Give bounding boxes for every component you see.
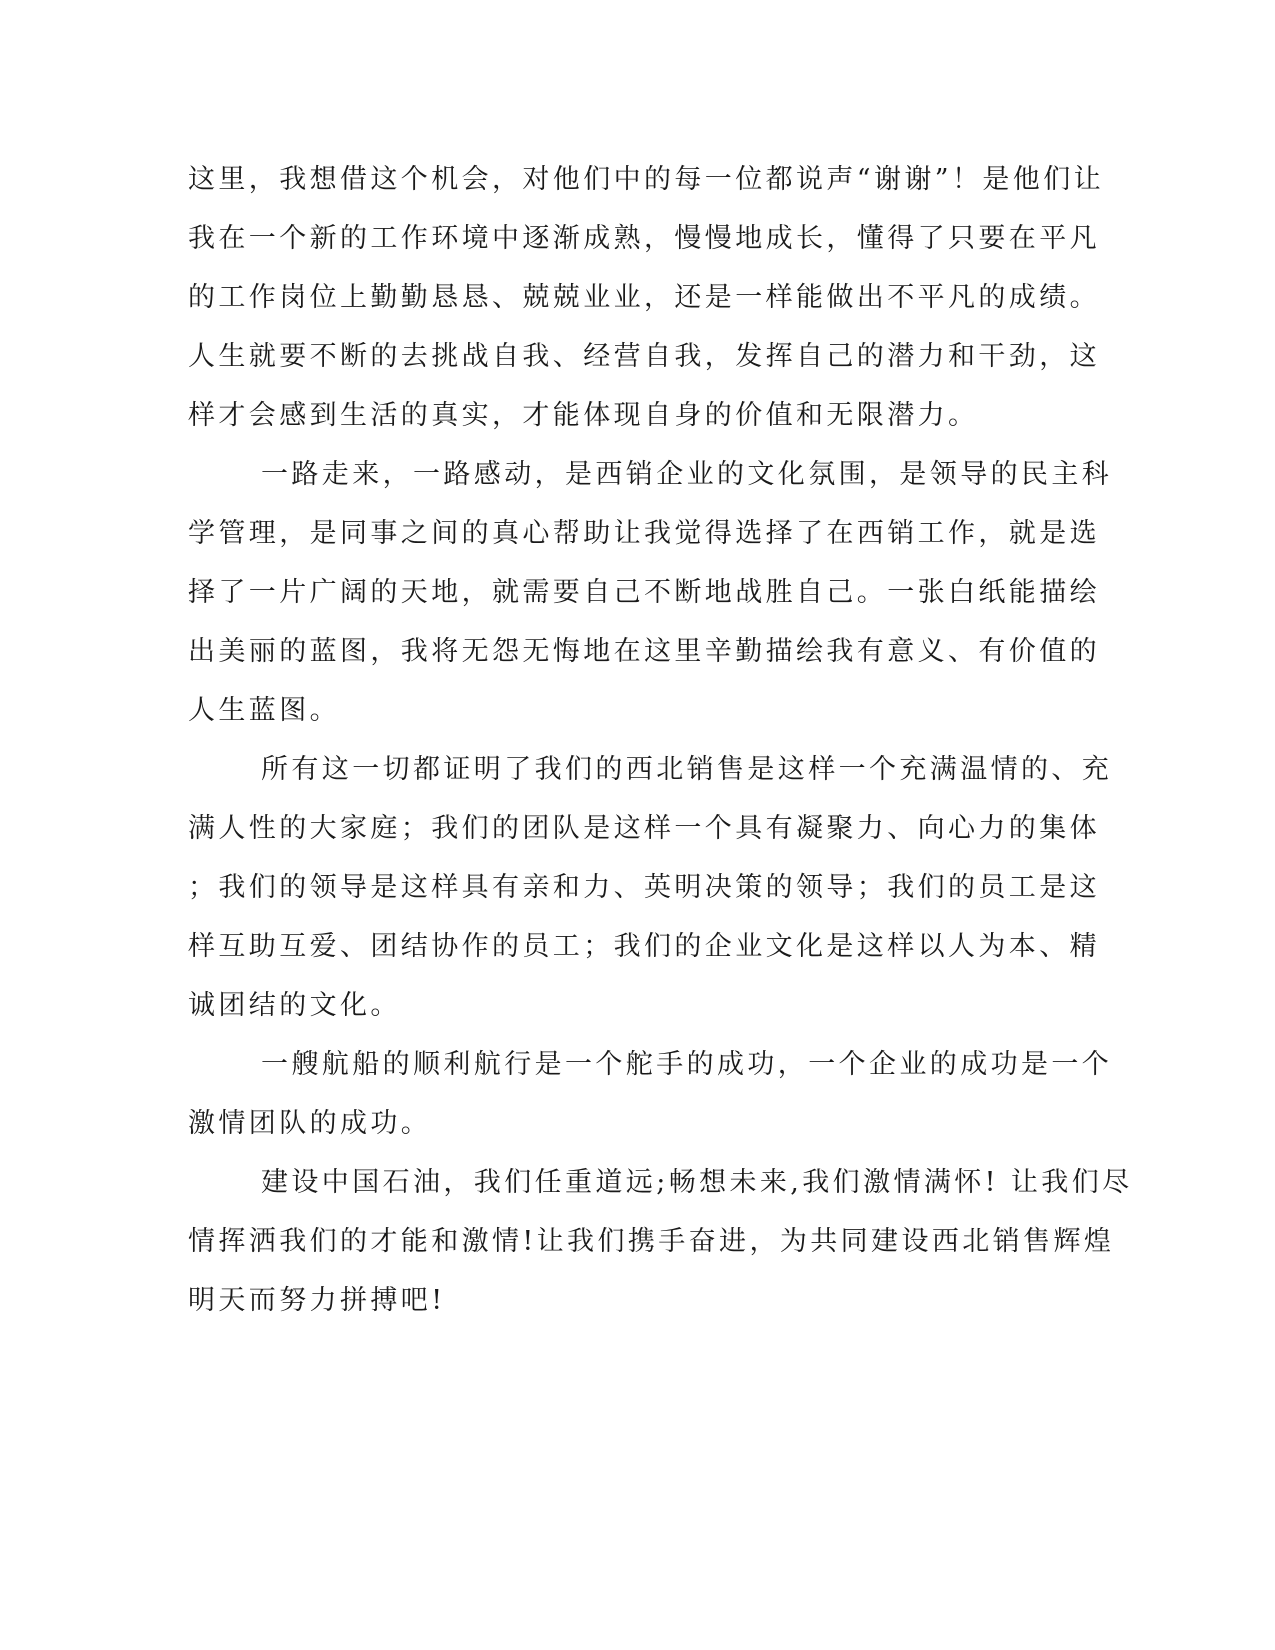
paragraph-first-line: 一路走来，一路感动，是西销企业的文化氛围，是领导的民主科 xyxy=(261,459,1113,490)
text-line: 人生蓝图。 xyxy=(188,695,340,726)
text-line: 明天而努力拼搏吧! xyxy=(188,1285,446,1316)
paragraph-first-line: 所有这一切都证明了我们的西北销售是这样一个充满温情的、充 xyxy=(261,754,1113,785)
text-line: ；我们的领导是这样具有亲和力、英明决策的领导；我们的员工是这 xyxy=(188,872,1100,903)
text-line: 出美丽的蓝图，我将无怨无悔地在这里辛勤描绘我有意义、有价值的 xyxy=(188,636,1100,667)
text-line: 样才会感到生活的真实，才能体现自身的价值和无限潜力。 xyxy=(188,400,979,431)
text-line: 学管理，是同事之间的真心帮助让我觉得选择了在西销工作，就是选 xyxy=(188,518,1100,549)
text-line: 满人性的大家庭；我们的团队是这样一个具有凝聚力、向心力的集体 xyxy=(188,813,1100,844)
text-line: 我在一个新的工作环境中逐渐成熟，慢慢地成长，懂得了只要在平凡 xyxy=(188,223,1100,254)
paragraph-first-line: 一艘航船的顺利航行是一个舵手的成功，一个企业的成功是一个 xyxy=(261,1049,1113,1080)
text-line: 诚团结的文化。 xyxy=(188,990,401,1021)
text-line: 情挥洒我们的才能和激情!让我们携手奋进，为共同建设西北销售辉煌 xyxy=(188,1226,1115,1257)
paragraph-first-line: 建设中国石油，我们任重道远;畅想未来,我们激情满怀! 让我们尽 xyxy=(261,1167,1133,1198)
text-line: 人生就要不断的去挑战自我、经营自我，发挥自己的潜力和干劲，这 xyxy=(188,341,1100,372)
text-line: 这里，我想借这个机会，对他们中的每一位都说声“谢谢”！是他们让 xyxy=(188,164,1105,195)
text-line: 的工作岗位上勤勤恳恳、兢兢业业，还是一样能做出不平凡的成绩。 xyxy=(188,282,1100,313)
text-line: 择了一片广阔的天地，就需要自己不断地战胜自己。一张白纸能描绘 xyxy=(188,577,1100,608)
text-line: 激情团队的成功。 xyxy=(188,1108,432,1139)
text-line: 样互助互爱、团结协作的员工；我们的企业文化是这样以人为本、精 xyxy=(188,931,1100,962)
